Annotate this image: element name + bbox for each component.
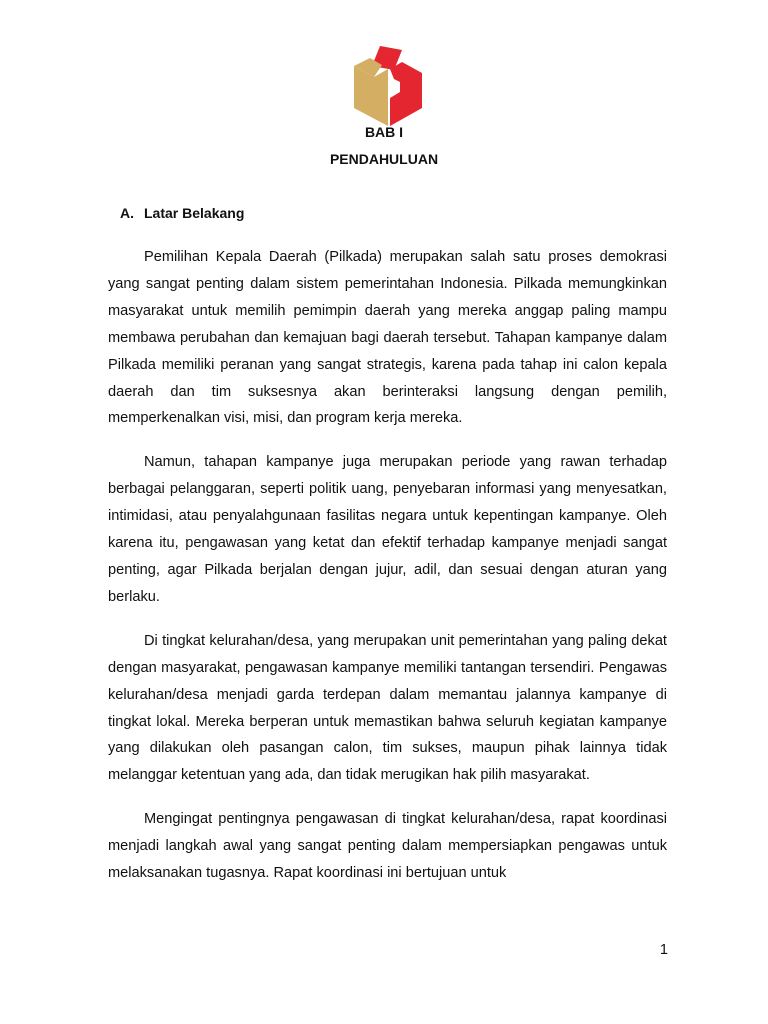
paragraph: Pemilihan Kepala Daerah (Pilkada) merupakan salah satu proses demokrasi yang sangat penting dalam sistem pemerintahan Indonesia. Pilkada memungkinkan masyarakat untuk memilih pemimpin daerah yang mereka anggap paling mampu membawa perubahan dan kemajuan bagi daerah tersebut. Tahapan kampanye dalam Pilkada memiliki peranan yang sangat strategis, karena pada tahap ini calon kepala daerah dan tim suksesnya akan berinteraksi langsung dengan pemilih, memperkenalkan visi, misi, dan program kerja mereka. bbox=[108, 249, 667, 427]
chapter-title: PENDAHULUAN bbox=[329, 151, 439, 167]
paragraph: Mengingat pentingnya pengawasan di tingkat kelurahan/desa, rapat koordinasi menjadi langkah awal yang sangat penting dalam mempersiapkan pengawas untuk melaksanakan tugasnya. Rapat koordinasi ini bertujuan untuk bbox=[108, 811, 667, 882]
section-heading bbox=[120, 204, 244, 222]
ballot-box-logo-icon bbox=[352, 46, 424, 126]
paragraph: Namun, tahapan kampanye juga merupakan periode yang rawan terhadap berbagai pelanggaran, seperti politik uang, penyebaran informasi yang menyesatkan, intimidasi, atau penyalahgunaan fasilitas negara untuk kepentingan kampanye. Oleh karena itu, pengawasan yang ketat dan efektif terhadap kampanye menjadi sangat penting, agar Pilkada berjalan dengan jujur, adil, dan sesuai dengan aturan yang berlaku. bbox=[108, 454, 667, 605]
section-letter: A. bbox=[120, 205, 134, 221]
section-title: Latar Belakang bbox=[144, 205, 245, 221]
paragraph: Di tingkat kelurahan/desa, yang merupakan unit pemerintahan yang paling dekat dengan masyarakat, pengawasan kampanye memiliki tantangan tersendiri. Pengawas kelurahan/desa menjadi garda terdepan dalam memantau jalannya kampanye di tingkat lokal. Mereka berperan untuk memastikan bahwa seluruh kegiatan kampanye yang dilakukan oleh pasangan calon, tim sukses, maupun pihak lainnya tidak melanggar ketentuan yang ada, dan tidak merugikan hak pilih masyarakat. bbox=[108, 632, 667, 784]
document-body bbox=[108, 244, 667, 904]
chapter-number: BAB I bbox=[364, 124, 404, 140]
page-number: 1 bbox=[659, 942, 668, 958]
